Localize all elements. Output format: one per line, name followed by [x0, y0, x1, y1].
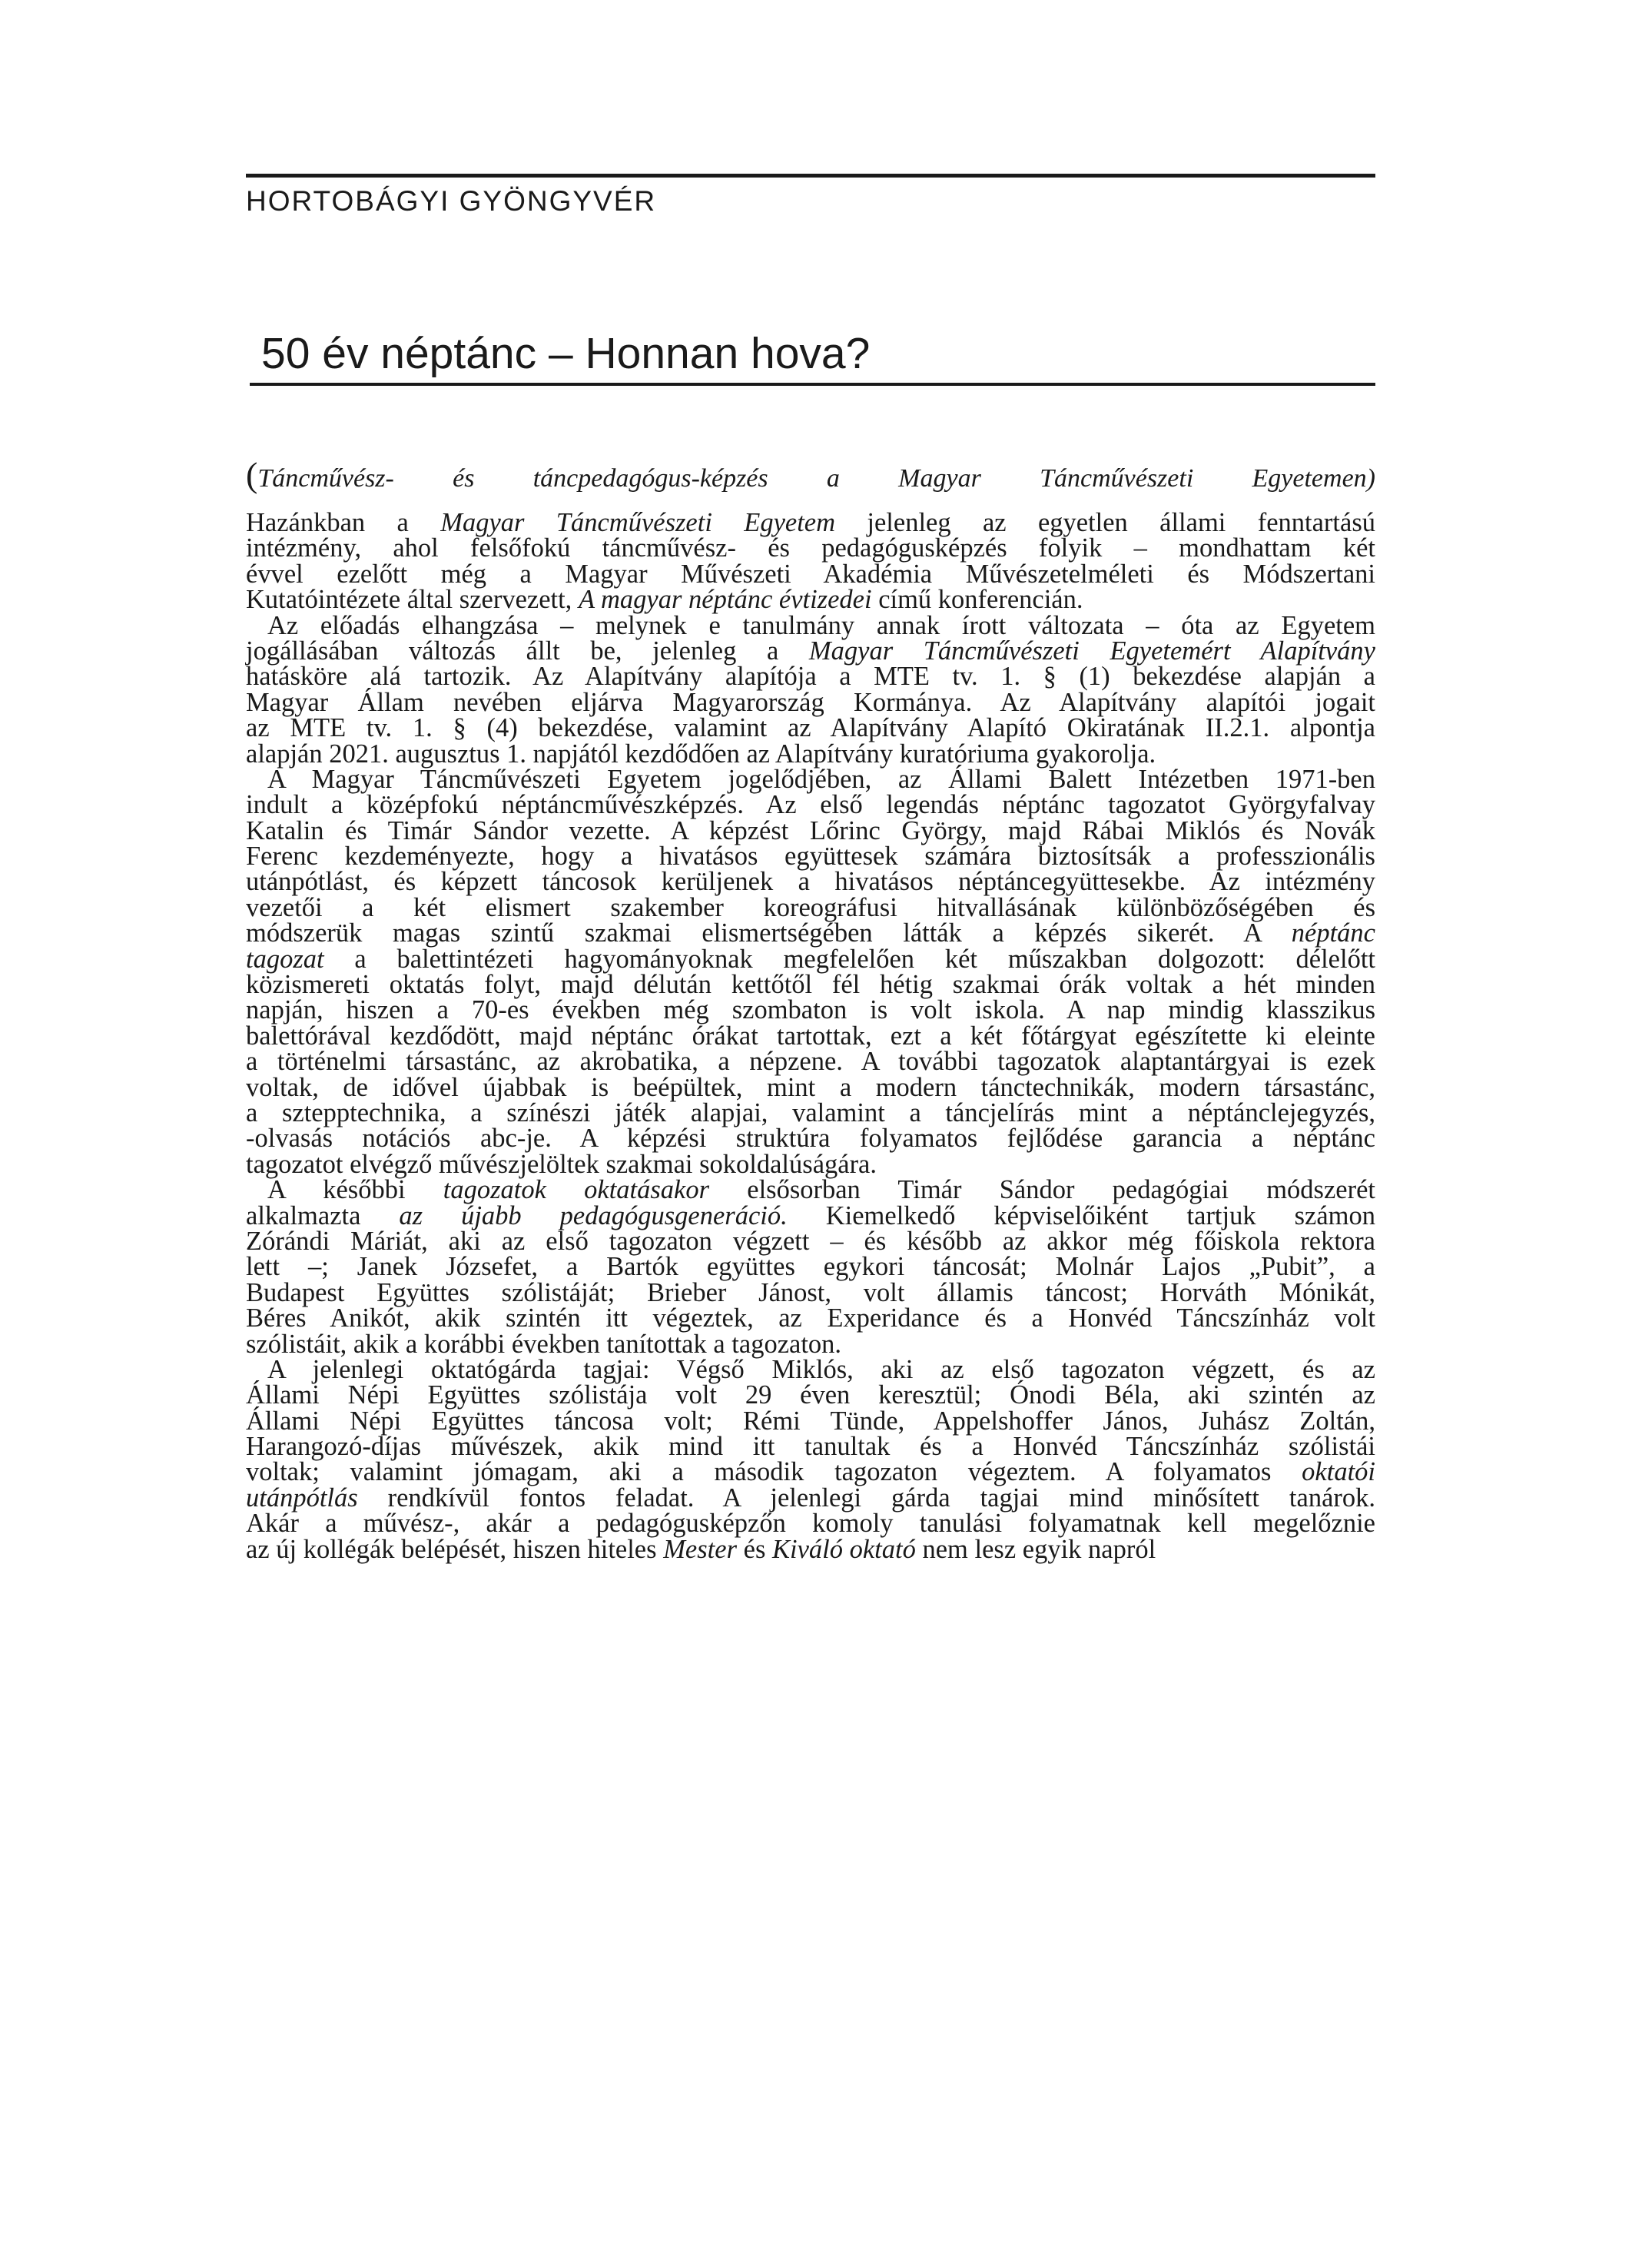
- text-line: [246, 869, 1375, 895]
- text-line: [246, 944, 1375, 974]
- text-run: A későbbi: [267, 1175, 443, 1205]
- text-line: [246, 636, 1375, 666]
- text-run: évvel ezelőtt még a Magyar Művészeti Akadémia Művészetelméleti és Módszertani: [246, 559, 1375, 589]
- article-body: [246, 510, 1375, 1562]
- text-run: módszerük magas szintű szakmai elismertségében látták a képzés sikerét. A: [246, 918, 1292, 948]
- text-line: [246, 792, 1375, 818]
- text-run: közismereti oktatás folyt, majd délután kettőtől fél hétig szakmai órák voltak a hét minden: [246, 970, 1375, 1000]
- text-line: [246, 1226, 1375, 1256]
- text-run: utánpótlást, és képzett táncosok kerüljenek a hivatásos néptáncegyüttesekbe. Az intézmény: [246, 867, 1375, 897]
- article-subtitle: [246, 455, 1375, 496]
- text-run: intézmény, ahol felsőfokú táncművész- és pedagógusképzés folyik – mondhattam két: [246, 533, 1375, 563]
- text-run: A Magyar Táncművészeti Egyetem jogelődjében, az Állami Balett Intézetben 1971-ben: [267, 764, 1375, 794]
- text-run: Állami Népi Együttes táncosa volt; Rémi Tünde, Appelshoffer János, Juhász Zoltán,: [246, 1406, 1375, 1436]
- italic-text: Kiváló oktató: [772, 1534, 916, 1564]
- text-run: balettórával kezdődött, majd néptánc órákat tartottak, ezt a két főtárgyat egészítette ki eleinte: [246, 1021, 1375, 1051]
- text-line: [246, 972, 1375, 998]
- text-run: rendkívül fontos feladat. A jelenlegi gárda tagjai mind minősített tanárok.: [357, 1483, 1375, 1513]
- text-line: [246, 533, 1375, 563]
- header-rule: [246, 174, 1375, 178]
- text-run: alkalmazta: [246, 1200, 400, 1230]
- text-run: Béres Anikót, akik szintén itt végeztek, az Experidance és a Honvéd Táncszínház volt: [246, 1303, 1375, 1333]
- text-line: [246, 1124, 1375, 1154]
- text-run: szólistáit, akik a korábbi években tanítottak a tagozaton.: [246, 1329, 842, 1359]
- text-run: a balettintézeti hagyományoknak megfelelően két műszakban dolgozott: délelőtt: [323, 944, 1375, 974]
- text-run: A jelenlegi oktatógárda tagjai: Végső Miklós, aki az első tagozaton végzett, és az: [267, 1354, 1375, 1384]
- italic-text: Magyar Táncművészeti Egyetemért Alapítvány: [808, 636, 1375, 666]
- text-run: Harangozó-díjas művészek, akik mind itt tanultak és a Honvéd Táncszínház szólistái: [246, 1432, 1375, 1462]
- text-run: Katalin és Timár Sándor vezette. A képzést Lőrinc György, majd Rábai Miklós és Novák: [246, 815, 1375, 845]
- text-line: [246, 1432, 1375, 1462]
- text-run: jelenleg az egyetlen állami fenntartású: [835, 508, 1375, 537]
- text-line: [246, 1329, 1375, 1359]
- text-line: [246, 1483, 1375, 1513]
- text-line: [246, 918, 1375, 948]
- text-run: az MTE tv. 1. § (4) bekezdése, valamint az Alapítvány Alapító Okiratának II.2.1. alpontja: [246, 713, 1375, 743]
- text-run: Zórándi Máriát, aki az első tagozaton végzett – és később az akkor még főiskola rektora: [246, 1226, 1375, 1256]
- text-line: [246, 1097, 1375, 1127]
- text-run: a történelmi társastánc, az akrobatika, a népzene. A további tagozatok alaptantárgyai is ezek: [246, 1047, 1375, 1077]
- text-line: [246, 1177, 1375, 1203]
- text-line: [246, 1254, 1375, 1280]
- text-run: Akár a művész-, akár a pedagógusképzőn komoly tanulási folyamatnak kell megelőznie: [246, 1509, 1375, 1539]
- text-line: [246, 610, 1375, 640]
- text-line: [246, 1047, 1375, 1077]
- text-line: [246, 1459, 1375, 1485]
- text-run: nem lesz egyik napról: [915, 1534, 1156, 1564]
- paragraph: [246, 610, 1375, 769]
- text-line: [246, 1303, 1375, 1333]
- text-run: jogállásában változás állt be, jelenleg a: [246, 636, 809, 666]
- text-run: indult a középfokú néptáncművészképzés. Az első legendás néptánc tagozatot Györgyfalvay: [246, 790, 1375, 820]
- text-line: [246, 713, 1375, 743]
- text-run: tagozatot elvégző művészjelöltek szakmai sokoldalúságára.: [246, 1149, 877, 1179]
- text-run: hatásköre alá tartozik. Az Alapítvány alapítója a MTE tv. 1. § (1) bekezdése alapján a: [246, 662, 1375, 692]
- text-run: című konferencián.: [871, 585, 1083, 615]
- text-run: -olvasás notációs abc-je. A képzési struktúra folyamatos fejlődése garancia a néptánc: [246, 1124, 1375, 1154]
- text-line: [246, 1149, 1375, 1179]
- italic-text: oktatói: [1302, 1457, 1375, 1487]
- text-run: és: [737, 1534, 772, 1564]
- text-line: [246, 1380, 1375, 1410]
- text-line: [246, 995, 1375, 1025]
- text-line: [246, 1072, 1375, 1102]
- text-line: [246, 892, 1375, 922]
- paragraph: [246, 1354, 1375, 1564]
- text-run: Hazánkban a: [246, 508, 441, 537]
- text-line: [246, 1021, 1375, 1051]
- text-run: napján, hiszen a 70-es években még szombaton is volt iskola. A nap mindig klasszikus: [246, 995, 1375, 1025]
- text-run: lett –; Janek Józsefet, a Bartók együttes egykori táncosát; Molnár Lajos „Pubit”, a: [246, 1252, 1375, 1282]
- text-run: a sztepptechnika, a színészi játék alapjai, valamint a táncjelírás mint a néptánclejegyzés,: [246, 1097, 1375, 1127]
- italic-text: utánpótlás: [246, 1483, 358, 1513]
- italic-text: néptánc: [1291, 918, 1375, 948]
- paragraph: [246, 510, 1375, 613]
- article-title: 50 év néptánc – Honnan hova?: [261, 329, 871, 378]
- subtitle-open-paren: (: [246, 455, 258, 494]
- text-run: alapján 2021. augusztus 1. napjától kezdődően az Alapítvány kuratóriuma gyakorolja.: [246, 739, 1156, 769]
- italic-text: Magyar Táncművészeti Egyetem: [440, 508, 836, 537]
- text-line: [246, 1277, 1375, 1307]
- text-line: [246, 1534, 1375, 1564]
- text-line: [246, 815, 1375, 845]
- text-line: [246, 842, 1375, 872]
- text-line: [246, 1406, 1375, 1436]
- text-run: Budapest Együttes szólistáját; Brieber Jánost, volt államis táncost; Horváth Mónikát,: [246, 1277, 1375, 1307]
- text-run: Kiemelkedő képviselőiként tartjuk számon: [787, 1200, 1375, 1230]
- text-run: Állami Népi Együttes szólistája volt 29 éven keresztül; Ónodi Béla, aki szintén az: [246, 1380, 1375, 1410]
- italic-text: az újabb pedagógusgeneráció.: [399, 1200, 788, 1230]
- text-line: [246, 1354, 1375, 1384]
- text-line: [246, 1509, 1375, 1539]
- text-line: [246, 662, 1375, 692]
- italic-text: tagozatok oktatásakor: [443, 1175, 710, 1205]
- text-run: voltak, de idővel újabbak is beépültek, mint a modern tánctechnikák, modern társastánc,: [246, 1072, 1375, 1102]
- text-line: [246, 559, 1375, 589]
- document-page: [246, 0, 1375, 2268]
- italic-text: tagozat: [246, 944, 324, 974]
- text-line: [246, 764, 1375, 794]
- text-line: [246, 510, 1375, 536]
- paragraph: [246, 764, 1375, 1179]
- running-header-author: HORTOBÁGYI GYÖNGYVÉR: [246, 185, 657, 217]
- title-rule: [250, 383, 1375, 386]
- text-line: [246, 587, 1375, 613]
- italic-text: A magyar néptánc évtizedei: [578, 585, 872, 615]
- text-run: Az előadás elhangzása – melynek e tanulmány annak írott változata – óta az Egyetem: [267, 610, 1375, 640]
- italic-text: Mester: [663, 1534, 737, 1564]
- subtitle-text: Táncművész- és táncpedagógus-képzés a Magyar Táncművészeti Egyetemen): [257, 464, 1375, 493]
- text-line: [246, 1200, 1375, 1230]
- text-run: Kutatóintézete által szervezett,: [246, 585, 579, 615]
- text-run: vezetői a két elismert szakember koreográfusi hitvallásának különbözőségében és: [246, 892, 1375, 922]
- text-run: az új kollégák belépését, hiszen hiteles: [246, 1534, 664, 1564]
- text-run: voltak; valamint jómagam, aki a második tagozaton végeztem. A folyamatos: [246, 1457, 1302, 1487]
- text-run: Magyar Állam nevében eljárva Magyarország Kormánya. Az Alapítvány alapítói jogait: [246, 687, 1375, 717]
- text-run: elsősorban Timár Sándor pedagógiai módszerét: [709, 1175, 1375, 1205]
- text-line: [246, 687, 1375, 717]
- text-line: [246, 739, 1375, 769]
- paragraph: [246, 1177, 1375, 1357]
- text-run: Ferenc kezdeményezte, hogy a hivatásos együttesek számára biztosítsák a professzionális: [246, 842, 1375, 872]
